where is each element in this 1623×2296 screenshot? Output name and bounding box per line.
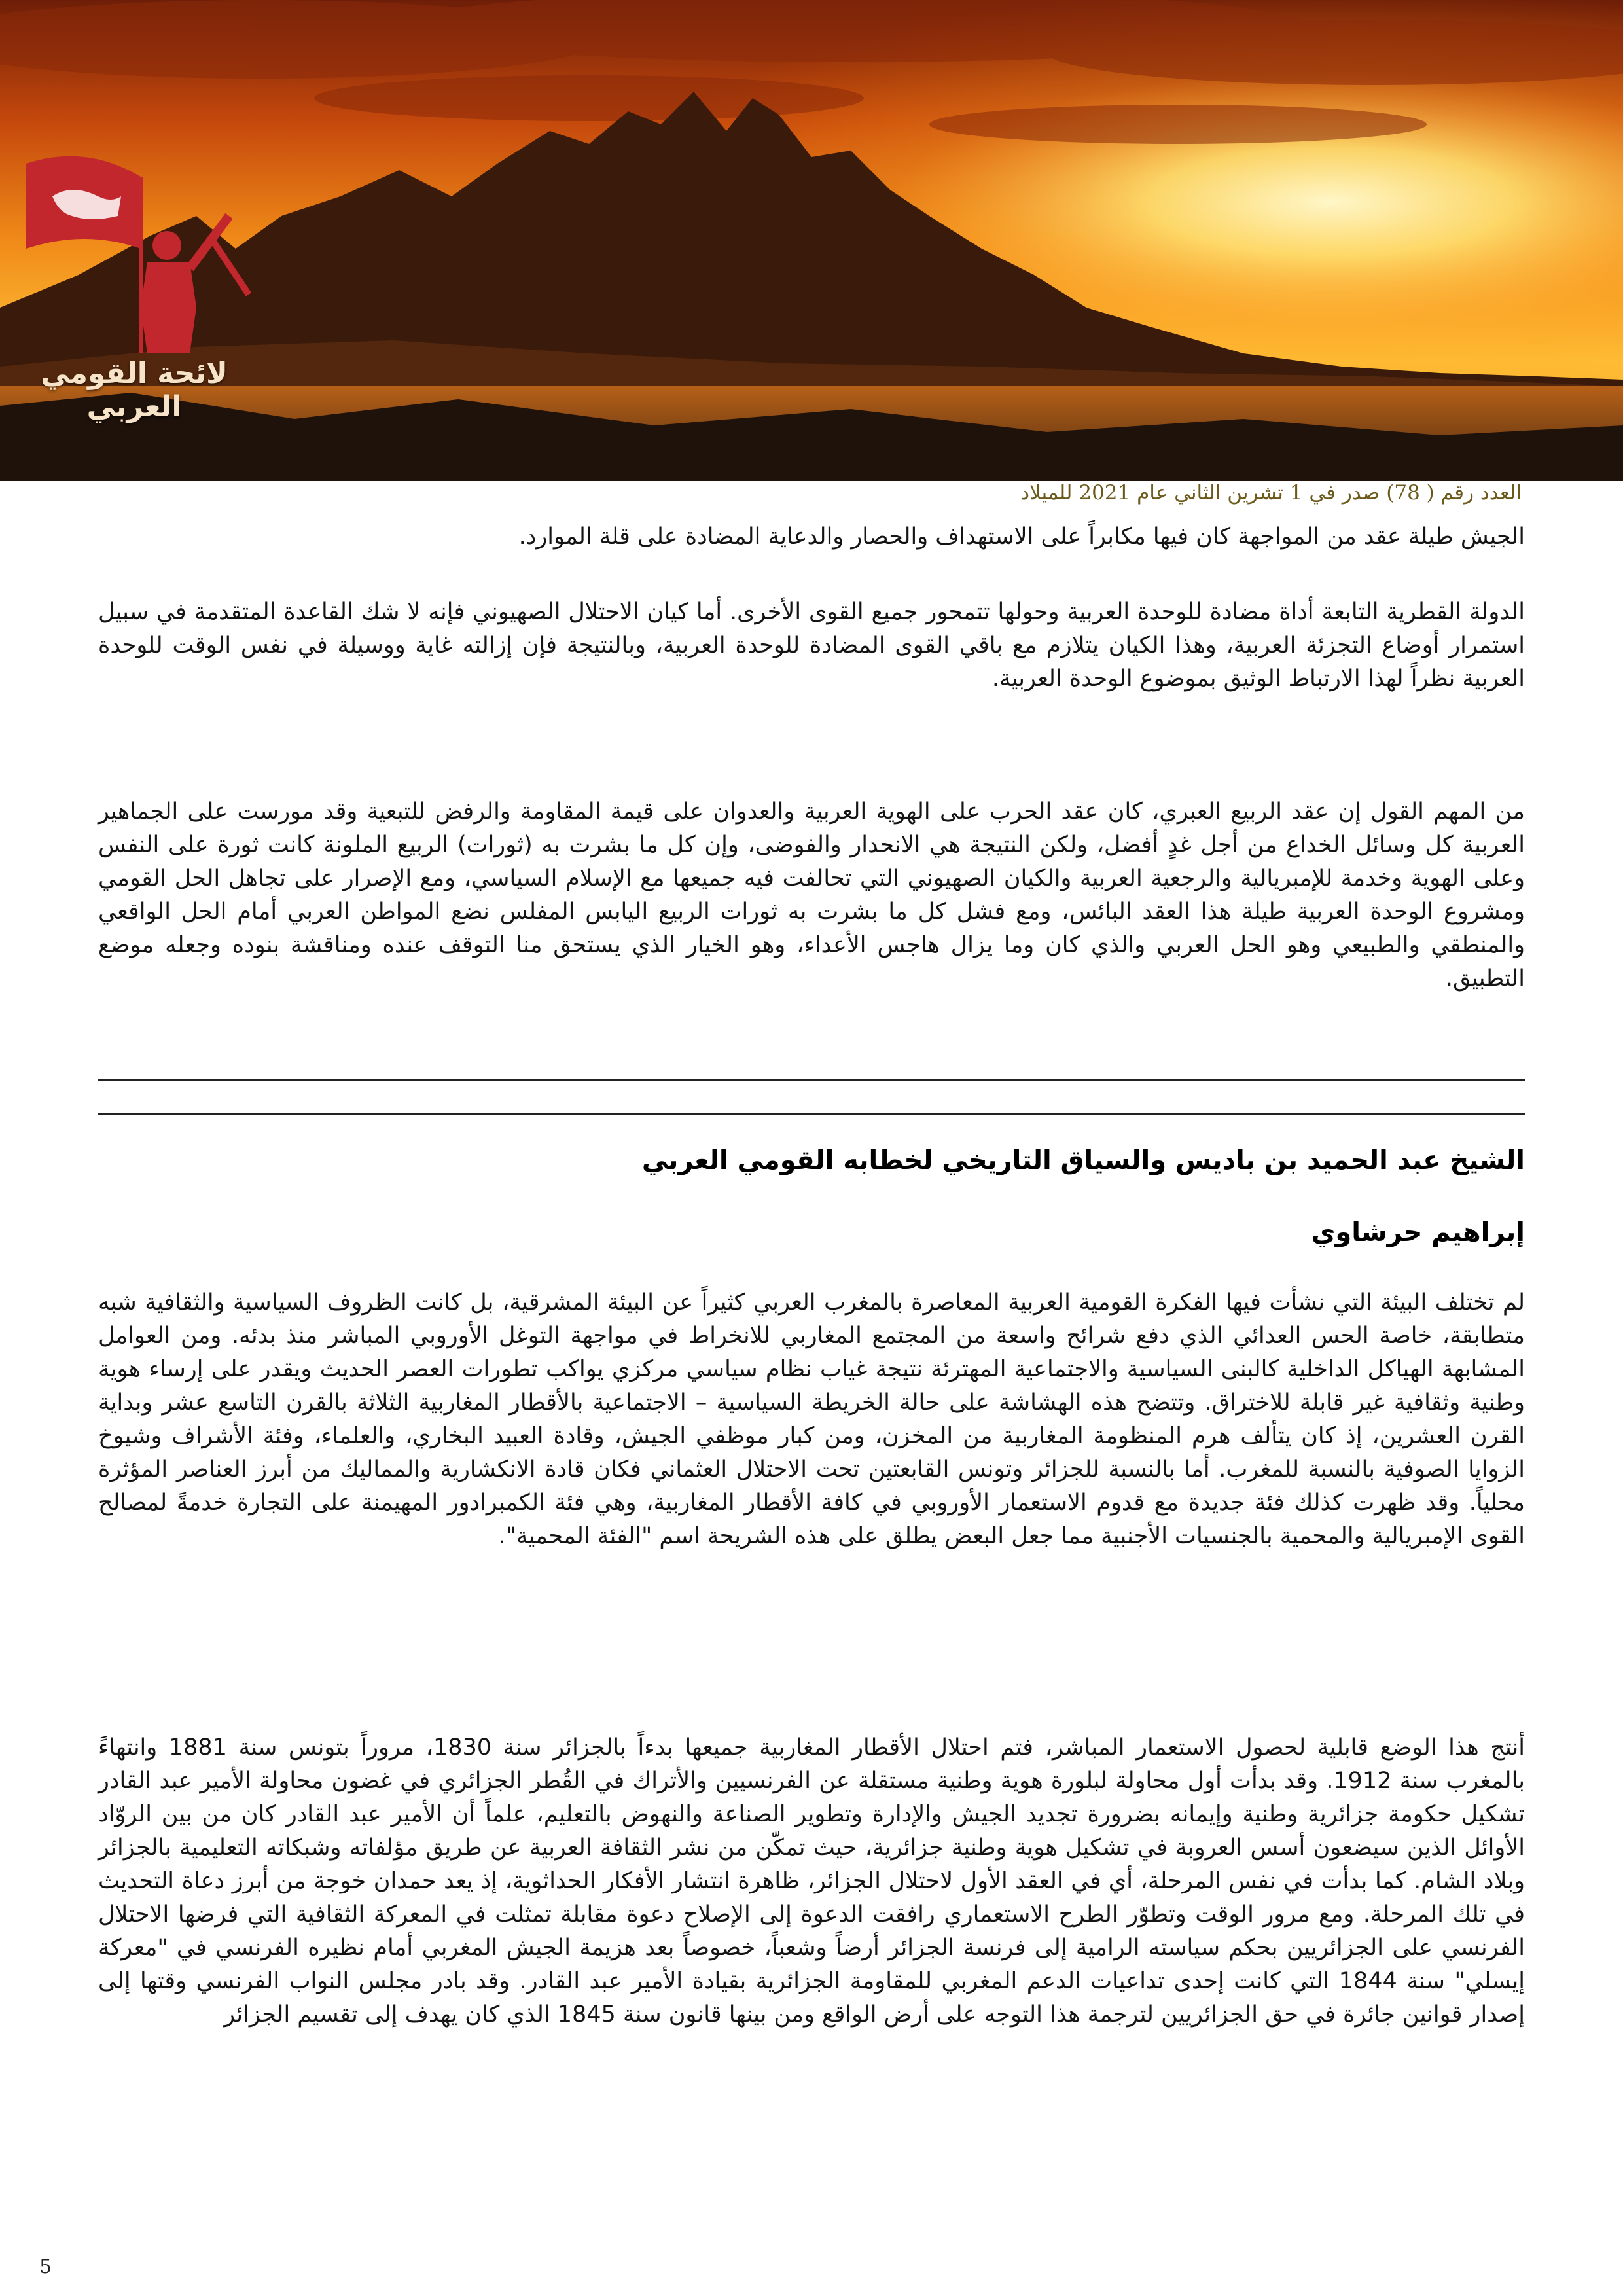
header-banner bbox=[0, 0, 1623, 481]
paragraph: من المهم القول إن عقد الربيع العبري، كان عقد الحرب على الهوية العربية والعدوان على قيمة المقاومة والرفض للتبعية وقد مورست على الجماهير العربية كل وسائل الخداع من أجل غدٍ أفضل، ولكن النتيجة هي الانحدار والفوضى، وإن كل ما بشرت به (ثورات) الربيع الملونة كانت ثورة على النفس وعلى الهوية وخدمة للإمبريالية والرجعية العربية والكيان الصهيوني التي تحالفت فيه جميعها مع الإسلام السياسي، ومع الإصرار على تجاهل الحل القومي ومشروع الوحدة العربية طيلة هذا العقد البائس، ومع فشل كل ما بشرت به ثورات الربيع اليابس المفلس نضع المواطن العربي أمام الحل الواقعي والمنطقي والطبيعي وهو الحل العربي والذي كان وما يزال هاجس الأعداء، وهو الخيار الذي يستحق منا التوقف عنده ومناقشة بنوده وجعله موضع التطبيق. bbox=[98, 798, 1525, 992]
divider bbox=[98, 1079, 1525, 1081]
article-continuation-2 bbox=[98, 596, 1525, 696]
sunset-mountains-image bbox=[0, 0, 1623, 481]
logo-text: لائحة القومي العربي bbox=[41, 357, 228, 423]
divider bbox=[98, 1113, 1525, 1115]
article-body bbox=[98, 1286, 1525, 1553]
paragraph: أنتج هذا الوضع قابلية لحصول الاستعمار المباشر، فتم احتلال الأقطار المغاربية جميعها بدءاً بالجزائر سنة 1830، مروراً بتونس سنة 1881 وانتهاءً بالمغرب سنة 1912. وقد بدأت أول محاولة لبلورة هوية وطنية مستقلة عن الفرنسيين والأتراك في القُطر الجزائري في غضون محاولة الأمير عبد القادر تشكيل حكومة جزائرية وطنية وإيمانه بضرورة تجديد الجيش والإدارة وتطوير الصناعة والنهوض بالتعليم، علماً أن الأمير عبد القادر كان من بين الروّاد الأوائل الذين سيضعون أسس العروبة في تشكيل هوية وطنية جزائرية، حيث تمكّن من نشر الثقافة العربية عن طريق مؤلفاته وشبكاته التعليمية بالجزائر وبلاد الشام. كما بدأت في نفس المرحلة، أي في العقد الأول لاحتلال الجزائر، ظاهرة انتشار الأفكار الحداثوية، إذ يعد حمدان خوجة من أبرز دعاة التحديث في تلك المرحلة. ومع مرور الوقت وتطوّر الطرح الاستعماري رافقت الدعوة إلى الإصلاح دعوة مقابلة تمثلت في المعركة الثقافية التي فرضها الاحتلال الفرنسي على الجزائريين بحكم سياسته الرامية إلى فرنسة الجزائر أرضاً وشعباً، خصوصاً بعد هزيمة الجيش المغربي أمام نظيره الفرنسي في "معركة إيسلي" سنة 1844 التي كانت إحدى تداعيات الدعم المغربي للمقاومة الجزائرية بقيادة الأمير عبد القادر. وقد بادر مجلس النواب الفرنسي وقتها إلى إصدار قوانين جائرة في حق الجزائريين لترجمة هذا التوجه على أرض الواقع ومن بينها قانون سنة 1845 الذي كان يهدف إلى تقسيم الجزائر bbox=[98, 1734, 1525, 2028]
paragraph: الجيش طيلة عقد من المواجهة كان فيها مكابراً على الاستهداف والحصار والدعاية المضادة على قلة الموارد. bbox=[518, 524, 1525, 550]
article-continuation-3 bbox=[98, 795, 1525, 996]
page-number: 5 bbox=[39, 2255, 52, 2278]
article-author: إبراهيم حرشاوي bbox=[1311, 1217, 1525, 1247]
paragraph: لم تختلف البيئة التي نشأت فيها الفكرة القومية العربية المعاصرة بالمغرب العربي كثيراً عن البيئة المشرقية، بل كانت الظروف السياسية والثقافية شبه متطابقة، خاصة الحس العدائي الذي دفع شرائح واسعة من المجتمع المغاربي للانخراط في مواجهة التوغل الأوروبي المباشر منذ بدئه. ومن العوامل المشابهة الهياكل الداخلية كالبنى السياسية والاجتماعية المهترئة نتيجة غياب نظام سياسي مركزي يواكب تطورات العصر الحديث ويقدر على إرساء هوية وطنية وثقافية غير قابلة للاختراق. وتتضح هذه الهشاشة على حالة الخريطة السياسية – الاجتماعية بالأقطار المغاربية الثلاثة بالقرن التاسع عشر وبداية القرن العشرين، إذ كان يتألف هرم المنظومة المغاربية من المخزن، ومن كبار موظفي الجيش، وقادة العبيد البخاري، والعلماء، وفئة الأشراف وشيوخ الزوايا الصوفية بالنسبة للمغرب. أما بالنسبة للجزائر وتونس القابعتين تحت الاحتلال العثماني فكان قادة الانكشارية والمماليك من أبرز العناصر المؤثرة محلياً. وقد ظهرت كذلك فئة جديدة مع قدوم الاستعمار الأوروبي في كافة الأقطار المغاربية، وهي فئة الكمبرادور المهيمنة على التجارة خدمةً لمصالح القوى الإمبريالية والمحمية بالجنسيات الأجنبية مما جعل البعض يطلق على هذه الشريحة اسم "الفئة المحمية". bbox=[98, 1289, 1525, 1549]
paragraph: الدولة القطرية التابعة أداة مضادة للوحدة العربية وحولها تتمحور جميع القوى الأخرى. أما كيان الاحتلال الصهيوني فإنه لا شك القاعدة المتقدمة في سبيل استمرار أوضاع التجزئة العربية، وهذا الكيان يتلازم مع باقي القوى المضادة للوحدة العربية، وبالنتيجة فإن إزالته غاية ووسيلة في نفس الوقت للوحدة العربية نظراً لهذا الارتباط الوثيق بموضوع الوحدة العربية. bbox=[98, 599, 1525, 692]
article-title: الشيخ عبد الحميد بن باديس والسياق التاريخي لخطابه القومي العربي bbox=[641, 1145, 1525, 1175]
article-body-2 bbox=[98, 1731, 1525, 2032]
article-continuation bbox=[98, 520, 1525, 554]
issue-info: العدد رقم ( 78) صدر في 1 تشرين الثاني عام 2021 للميلاد bbox=[1020, 481, 1522, 505]
